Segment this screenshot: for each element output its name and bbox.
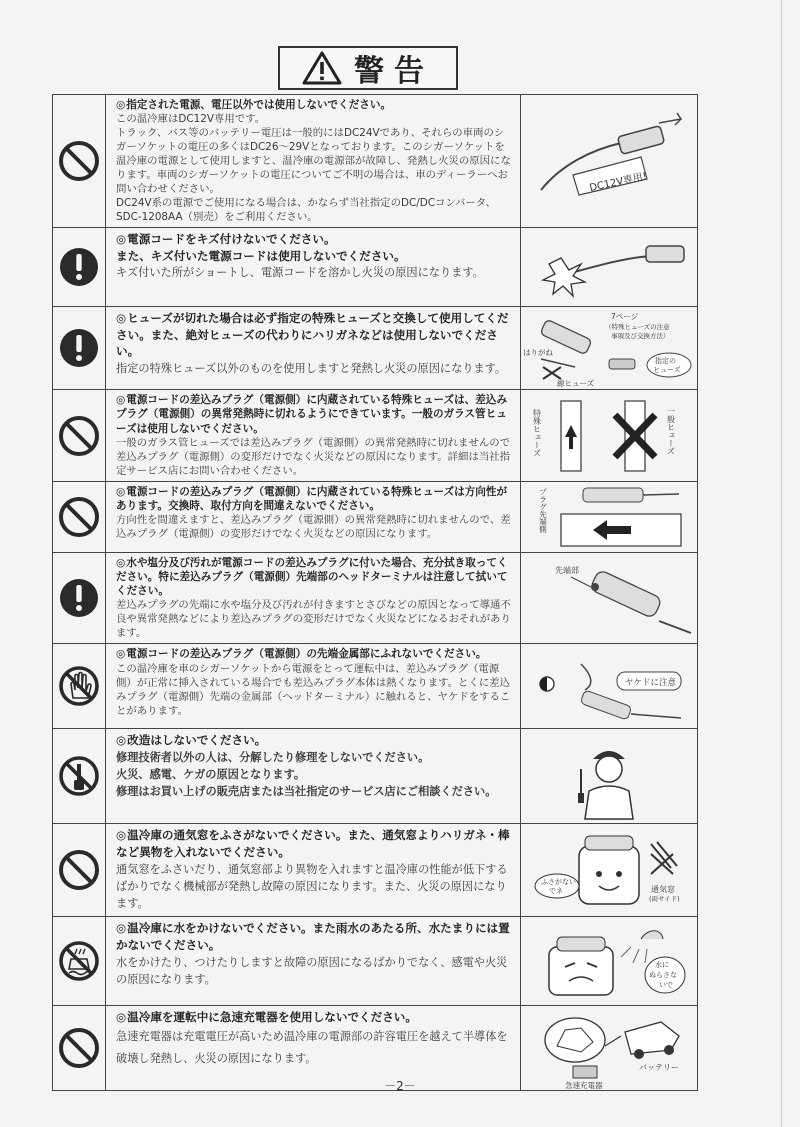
illustration-label: 通気窓 (651, 885, 675, 895)
warning-row (53, 95, 698, 228)
illustration-cell (521, 390, 698, 482)
illustration-label: ふさがない (541, 878, 576, 887)
cigar-plug-illustration (521, 95, 697, 227)
illustration-label: 線ヒューズ (557, 379, 595, 389)
illustration-label: ぬらさな (649, 971, 677, 980)
warning-row (53, 307, 698, 390)
warning-heading: ◎改造はしないでください。 (116, 733, 267, 748)
illustration-cell (521, 729, 698, 824)
warning-body: 修理技術者以外の人は、分解したり修理をしないでください。 火災、感電、ケガの原因となります。 修理はお買い上げの販売店または当社指定のサービス店にご相談ください。 (116, 751, 497, 799)
warning-body: キズ付いた所がショートし、電源コードを溶かし火災の原因になります。 (116, 266, 484, 280)
text-cell (106, 552, 521, 644)
text-cell (106, 228, 521, 307)
warning-title-box (278, 46, 458, 90)
no-touch-icon (57, 664, 101, 708)
fuse-replacement-illustration (521, 307, 697, 389)
no-water-icon (57, 939, 101, 983)
text-cell (106, 95, 521, 228)
text-cell (106, 481, 521, 552)
mandatory-caution-icon (57, 576, 101, 620)
symbol-cell (53, 95, 106, 228)
illustration-cell (521, 824, 698, 917)
warning-body: 指定の特殊ヒューズ以外のものを使用しますと発熱し火災の原因になります。 (116, 361, 507, 375)
symbol-cell (53, 307, 106, 390)
illustration-cell (521, 917, 698, 1006)
illustration-cell (521, 481, 698, 552)
warning-heading: ◎温冷庫に水をかけないでください。また雨水のあたる所、水たまりには置かないでください。 (116, 921, 510, 953)
symbol-cell (53, 917, 106, 1006)
page-number: －2－ (384, 1079, 416, 1093)
illustration-label: いで (659, 981, 673, 990)
vent-block-illustration (521, 824, 697, 916)
symbol-cell (53, 390, 106, 482)
technician-illustration (521, 729, 697, 823)
prohibition-icon (57, 1026, 101, 1070)
symbol-cell (53, 824, 106, 917)
mandatory-caution-icon (57, 245, 101, 289)
prohibition-icon (57, 495, 101, 539)
warning-heading: ◎指定された電源、電圧以外では使用しないでください。 (116, 99, 392, 111)
illustration-label: 一般ヒューズ (666, 406, 676, 455)
text-cell (106, 390, 521, 482)
damaged-cord-illustration (521, 228, 697, 306)
prohibition-icon (57, 848, 101, 892)
warning-row (53, 228, 698, 307)
illustration-cell (521, 644, 698, 729)
warning-body: 方向性を間違えますと、差込みプラグ（電源側）の異常発熱時に切れませんので、差込みプラグ（電源側）の変形だけでなく火災などの原因になります。 (116, 514, 511, 541)
prohibition-icon (57, 414, 101, 458)
warning-table (52, 94, 698, 1091)
warning-row (53, 390, 698, 482)
illustration-label: DC12V専用! (588, 171, 648, 195)
no-disassembly-icon (57, 754, 101, 798)
illustration-label: プラグ先端側 (538, 487, 548, 533)
warning-body: 急速充電器は充電電圧が高いため温冷庫の電源部の許容電圧を越えて半導体を破壊し発熱し、火災の原因になります。 (116, 1030, 508, 1066)
illustration-label: 特殊ヒューズ (532, 408, 542, 457)
warning-triangle-icon (302, 51, 342, 85)
page-title: 警告 (354, 54, 434, 89)
symbol-cell (53, 228, 106, 307)
page-edge-shadow (781, 0, 782, 1127)
warning-heading: ◎水や塩分及び汚れが電源コードの差込みプラグに付いた場合、充分拭き取ってください。特に差込みプラグ（電源側）先端部のヘッドターミナルは注意して拭いてください。 (116, 556, 508, 598)
water-splash-illustration (521, 917, 697, 1005)
hot-plug-illustration (521, 644, 697, 728)
illustration-label: 7ページ (611, 312, 639, 322)
warning-row (53, 917, 698, 1006)
illustration-label: はりがね (523, 348, 553, 358)
symbol-cell (53, 644, 106, 729)
warning-heading: ◎電源コードをキズ付けないでください。 また、キズ付いた電源コードは使用しないでください。 (116, 232, 406, 263)
warning-heading: ◎電源コードの差込みプラグ（電源側）の先端金属部にふれないでください。 (116, 648, 487, 661)
warning-body: 水をかけたり、つけたりしますと故障の原因になるばかりでなく、感電や火災の原因になります。 (116, 955, 508, 986)
warning-body: この温冷庫はDC12V専用です。 トラック、バス等のバッテリー電圧は一般的にはDC24Vであり、それらの車両のシガーソケットの電圧の多くはDC26～29Vとなっております。このシガーソケットを温冷庫の電源として使用しますと、温冷庫の電源部が故障し、発熱し火災の原因になります。車両のシガーソケットの電圧についてご不明の場合は、車のディーラーへお問い合わせください。 DC24V系の電源でご使用になる場合は、かならず当社指定のDC/DCコンバータ、SDC-1208AA（別売）をご利用ください。 (116, 113, 511, 224)
warning-heading: ◎ヒューズが切れた場合は必ず指定の特殊ヒューズと交換して使用してください。また、絶対ヒューズの代わりにハリガネなどは使用しないでください。 (116, 311, 509, 359)
illustration-label: (両サイド) (649, 895, 680, 904)
text-cell (106, 307, 521, 390)
illustration-label: ヤケドに注意 (625, 678, 677, 689)
warning-body: この温冷庫を車のシガーソケットから電源をとって運転中は、差込みプラグ（電源側）が正常に挿入されている場合でも差込みプラグ本体は熱くなります。とくに差込みプラグ（電源側）先端の金属部（ヘッドターミナル）に触れると、ヤケドをすることがあります。 (116, 662, 511, 717)
prohibition-icon (57, 139, 101, 183)
mandatory-caution-icon (57, 326, 101, 370)
illustration-label: 事項及び交換方法） (611, 332, 670, 341)
warning-heading: ◎温冷庫の通気窓をふさがないでください。また、通気窓よりハリガネ・棒など異物を入れないでください。 (116, 828, 510, 860)
text-cell (106, 824, 521, 917)
illustration-cell (521, 95, 698, 228)
fuse-direction-illustration (521, 482, 697, 552)
warning-body: 一般のガラス管ヒューズでは差込みプラグ（電源側）の異常発熱時に切れませんので差込みプラグ（電源側）の変形だけでなく火災などの原因になります。詳細は当社指定サービス店にお問い合わせください。 (116, 436, 511, 477)
warning-heading: ◎温冷庫を運転中に急速充電器を使用しないでください。 (116, 1010, 417, 1025)
warning-body: 差込みプラグの先端に水や塩分及び汚れが付きますとさびなどの原因となって導通不良や異常発熱などにより差込みプラグの変形だけでなく火災などになるおそれがあります。 (116, 599, 511, 640)
illustration-cell (521, 552, 698, 644)
illustration-label: 指定の (655, 357, 676, 366)
symbol-cell (53, 481, 106, 552)
illustration-label: （特殊ヒューズの注意 (605, 323, 670, 332)
text-cell (106, 644, 521, 729)
warning-row (53, 481, 698, 552)
warning-body: 通気窓をふさいだり、通気窓部より異物を入れますと温冷庫の性能が低下するばかりでなく機械部が発熱し故障の原因になります。また、火災の原因になります。 (116, 862, 508, 910)
illustration-cell (521, 307, 698, 390)
illustration-label: 先端部 (555, 566, 579, 576)
symbol-cell (53, 552, 106, 644)
warning-row (53, 824, 698, 917)
illustration-label: 急速充電器 (565, 1081, 603, 1091)
illustration-cell (521, 228, 698, 307)
warning-heading: ◎電源コードの差込みプラグ（電源側）に内蔵されている特殊ヒューズは方向性があります。交換時、取付方向を間違えないでください。 (116, 485, 508, 513)
illustration-label: でネ (549, 887, 563, 896)
fuse-comparison-illustration (521, 395, 697, 477)
warning-heading: ◎電源コードの差込みプラグ（電源側）に内蔵されている特殊ヒューズは、差込みプラグ（電源側）の異常発熱時に切れるようにできています。一般のガラス管ヒューズは使用しないでください。 (116, 394, 508, 435)
text-cell (106, 917, 521, 1006)
symbol-cell (53, 729, 106, 824)
warning-row (53, 552, 698, 644)
text-cell (106, 729, 521, 824)
plug-tip-illustration (521, 557, 697, 639)
illustration-label: ヒューズ (653, 366, 681, 375)
illustration-label: 水に (655, 961, 669, 970)
warning-row (53, 729, 698, 824)
warning-row (53, 644, 698, 729)
illustration-label: バッテリー (639, 1063, 679, 1073)
